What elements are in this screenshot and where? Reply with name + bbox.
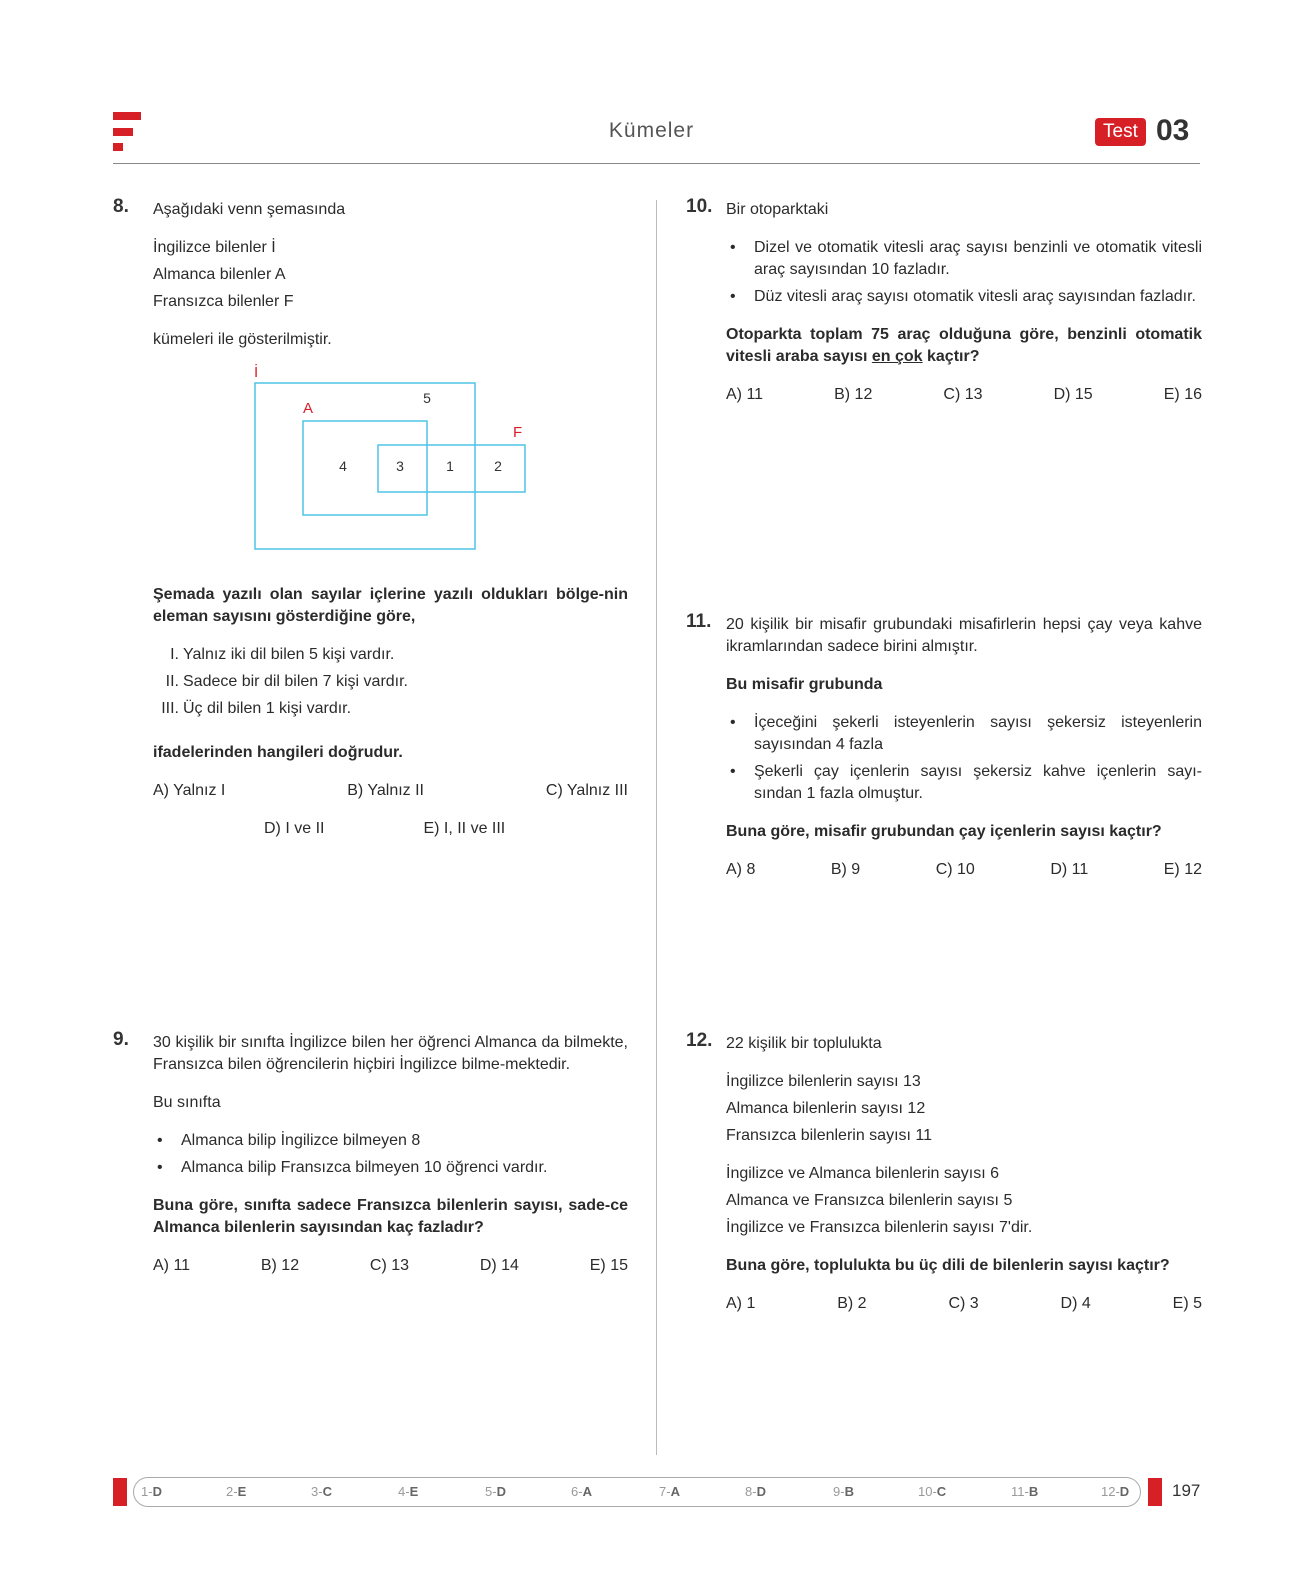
option-e[interactable]: E) 12 (1163, 861, 1202, 878)
option-d[interactable]: D) 15 (1053, 386, 1093, 403)
question-8-after: kümeleri ile gösterilmiştir. (153, 331, 332, 348)
answer-key-item: 1-D (141, 1484, 162, 1499)
option-b[interactable]: B) 12 (260, 1257, 300, 1274)
question-10-intro: Bir otoparktaki (726, 201, 829, 218)
question-12-options (726, 1293, 1202, 1315)
question-8-options-row1 (153, 780, 628, 802)
answer-key-bar (133, 1477, 1141, 1507)
question-11-options (726, 859, 1202, 881)
question-9-options (153, 1255, 628, 1277)
question-8-statements (153, 644, 628, 720)
region-value-3: 3 (396, 458, 404, 474)
region-value-4: 4 (339, 458, 347, 474)
answer-bar-right-marker (1148, 1478, 1162, 1506)
question-11-prompt: Buna göre, misafir grubundan çay içenlerin sayısı kaçtır? (726, 823, 1162, 840)
statement-row (153, 698, 628, 720)
region-value-2: 2 (494, 458, 502, 474)
venn-diagram (240, 360, 540, 560)
set-line: İngilizce bilenler İ (153, 239, 276, 256)
region-value-1: 1 (446, 458, 454, 474)
bullet-item: • Şekerli çay içenlerin sayısı şekersiz kahve içenlerin sayı-sından 1 fazla olmuştur. (726, 761, 1202, 805)
answer-key-item: 7-A (659, 1484, 680, 1499)
question-10-prompt (726, 324, 1202, 368)
answer-key-item: 9-B (833, 1484, 854, 1499)
set-line: Fransızca bilenler F (153, 293, 294, 310)
question-10-number: 10. (686, 196, 713, 217)
fact-line: Almanca bilenlerin sayısı 12 (726, 1100, 926, 1117)
option-e[interactable]: E) I, II ve III (423, 820, 506, 837)
label-i: İ (254, 364, 259, 381)
fact-line: İngilizce ve Almanca bilenlerin sayısı 6 (726, 1165, 1000, 1182)
statement-text: Yalnız iki dil bilen 5 kişi vardır. (183, 646, 395, 663)
option-b[interactable]: B) 12 (834, 386, 873, 403)
option-c[interactable]: C) 10 (935, 861, 975, 878)
question-11-number: 11. (686, 611, 712, 632)
bullet-item: • İçeceğini şekerli isteyenlerin sayısı şekersiz isteyenlerin sayısından 4 fazla (726, 712, 1202, 756)
question-11-sub: Bu misafir grubunda (726, 676, 883, 693)
question-9-sub: Bu sınıfta (153, 1094, 221, 1111)
statement-row (153, 671, 628, 693)
option-c[interactable]: C) 13 (369, 1257, 410, 1274)
question-9-text: 30 kişilik bir sınıfta İngilizce bilen her öğrenci Almanca da bilmekte, Fransızca bilen öğrencilerin hiçbiri İngilizce bilme-mektedir. (153, 1034, 628, 1073)
set-line: Almanca bilenler A (153, 266, 286, 283)
answer-key-item: 3-C (311, 1484, 332, 1499)
question-8-options-row2 (153, 818, 628, 840)
answer-key-item: 8-D (745, 1484, 766, 1499)
question-9 (153, 1032, 628, 1277)
option-e[interactable]: E) 16 (1163, 386, 1202, 403)
question-11 (726, 614, 1202, 881)
question-8-ask: ifadelerinden hangileri doğrudur. (153, 744, 403, 761)
region-value-5: 5 (423, 390, 431, 406)
statement-row (153, 644, 628, 666)
answer-key-item: 2-E (226, 1484, 247, 1499)
bullet-item: • Dizel ve otomatik vitesli araç sayısı benzinli ve otomatik vitesli araç sayısından 10 fazladır. (726, 237, 1202, 281)
statement-text: Sadece bir dil bilen 7 kişi vardır. (183, 673, 408, 690)
question-8-intro: Aşağıdaki venn şemasında (153, 201, 346, 218)
question-11-text: 20 kişilik bir misafir grubundaki misafirlerin hepsi çay veya kahve ikramlarından sadece birini almıştır. (726, 616, 1202, 655)
option-d[interactable]: D) 14 (479, 1257, 519, 1274)
question-11-bullets (726, 712, 1202, 805)
option-c[interactable]: C) Yalnız III (545, 782, 628, 799)
statement-text: Üç dil bilen 1 kişi vardır. (183, 700, 352, 717)
option-a[interactable]: A) 11 (726, 386, 764, 403)
header-divider (113, 163, 1200, 164)
option-d[interactable]: D) 11 (1050, 861, 1089, 878)
answer-key-item: 6-A (571, 1484, 592, 1499)
question-8 (153, 199, 628, 351)
answer-bar-left-marker (113, 1478, 127, 1506)
option-e[interactable]: E) 5 (1172, 1295, 1202, 1312)
set-i-region (255, 383, 475, 549)
question-12-lines2 (726, 1163, 1202, 1239)
question-12-lines1 (726, 1071, 1202, 1147)
question-12-number: 12. (686, 1030, 713, 1051)
question-10-bullets (726, 237, 1202, 308)
question-8-prompt: Şemada yazılı olan sayılar içlerine yazılı oldukları bölge-nin eleman sayısını gösterdiğine göre, (153, 586, 628, 625)
answer-key-item: 4-E (398, 1484, 419, 1499)
test-number: 03 (1156, 114, 1190, 147)
bullet-item: • Almanca bilip İngilizce bilmeyen 8 (153, 1130, 628, 1152)
fact-line: İngilizce bilenlerin sayısı 13 (726, 1073, 921, 1090)
option-d[interactable]: D) I ve II (264, 820, 325, 837)
answer-key-item: 5-D (485, 1484, 506, 1499)
option-b[interactable]: B) Yalnız II (347, 782, 424, 799)
statement-roman: III. (161, 700, 179, 717)
answer-key-item: 12-D (1101, 1484, 1130, 1499)
question-9-bullets (153, 1130, 628, 1179)
question-9-number: 9. (113, 1029, 129, 1050)
option-e[interactable]: E) 15 (589, 1257, 628, 1274)
page-title: Kümeler (608, 119, 695, 142)
question-9-prompt: Buna göre, sınıfta sadece Fransızca bilenlerin sayısı, sade-ce Almanca bilenlerin sayısından kaç fazladır? (153, 1197, 628, 1236)
statement-roman: I. (170, 646, 179, 663)
option-b[interactable]: B) 2 (837, 1295, 867, 1312)
answer-key-item: 10-C (918, 1484, 947, 1499)
option-c[interactable]: C) 3 (948, 1295, 979, 1312)
bullet-item: • Düz vitesli araç sayısı otomatik vitesli araç sayısından fazladır. (726, 286, 1202, 308)
fact-line: Almanca ve Fransızca bilenlerin sayısı 5 (726, 1192, 1013, 1209)
question-8-sets (153, 237, 628, 313)
set-a-region (303, 421, 427, 515)
label-a: A (303, 400, 314, 417)
question-8-number: 8. (113, 196, 129, 217)
label-f: F (513, 424, 523, 441)
answer-key-item: 11-B (1011, 1484, 1039, 1499)
question-12 (726, 1033, 1202, 1315)
page-number: 197 (1172, 1481, 1201, 1500)
option-a[interactable]: A) 1 (726, 1295, 756, 1312)
option-b[interactable]: B) 9 (830, 861, 861, 878)
test-badge: Test (1095, 118, 1146, 146)
statement-roman: II. (165, 673, 179, 690)
question-12-intro: 22 kişilik bir toplulukta (726, 1035, 882, 1052)
question-12-prompt: Buna göre, toplulukta bu üç dili de bilenlerin sayısı kaçtır? (726, 1257, 1170, 1274)
option-a[interactable]: A) 8 (726, 861, 756, 878)
prompt-text: Otoparkta toplam 75 araç olduğuna göre, benzinli otomatik vitesli araba sayısı (726, 326, 1202, 365)
option-a[interactable]: A) 11 (153, 1257, 191, 1274)
column-divider (656, 200, 657, 1455)
option-d[interactable]: D) 4 (1060, 1295, 1091, 1312)
fact-line: İngilizce ve Fransızca bilenlerin sayısı 7'dir. (726, 1219, 1033, 1236)
fact-line: Fransızca bilenlerin sayısı 11 (726, 1127, 933, 1144)
prompt-emphasis: en çok (871, 348, 923, 365)
option-a[interactable]: A) Yalnız I (153, 782, 226, 799)
prompt-text-end: kaçtır? (922, 348, 980, 365)
question-8-body (153, 584, 628, 840)
question-10-options (726, 384, 1202, 406)
question-10 (726, 199, 1202, 406)
bullet-item: • Almanca bilip Fransızca bilmeyen 10 öğrenci vardır. (153, 1157, 628, 1179)
option-c[interactable]: C) 13 (943, 386, 983, 403)
